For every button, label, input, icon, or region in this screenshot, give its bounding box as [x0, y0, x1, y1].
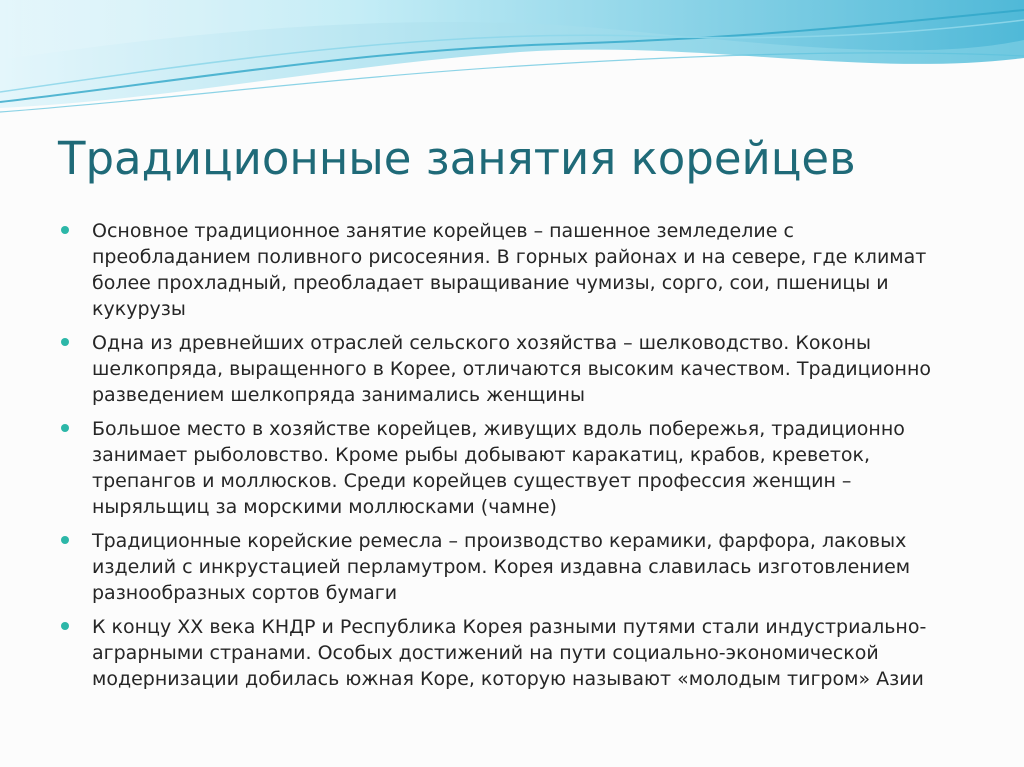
bullet-text: К концу XX века КНДР и Республика Корея разными путями стали индустриально-аграрными странами. Особых достижений на пути социально-экономической модернизации добилась южная Коре, которую называют «молодым тигром» Азии	[92, 616, 927, 690]
bullet-dot-icon	[61, 424, 69, 432]
bullet-item	[58, 330, 958, 408]
bullet-item	[58, 416, 958, 520]
bullet-item	[58, 528, 958, 606]
bullet-dot-icon	[61, 338, 69, 346]
bullet-dot-icon	[61, 622, 69, 630]
bullet-item	[58, 218, 958, 322]
bullet-text: Одна из древнейших отраслей сельского хозяйства – шелководство. Коконы шелкопряда, выращенного в Корее, отличаются высоким качеством. Традиционно разведением шелкопряда занимались женщины	[92, 332, 932, 406]
bullet-dot-icon	[61, 536, 69, 544]
bullet-item	[58, 614, 958, 692]
bullet-text: Большое место в хозяйстве корейцев, живущих вдоль побережья, традиционно занимает рыболовство. Кроме рыбы добывают каракатиц, крабов, креветок, трепангов и моллюсков. Среди корейцев существует профессия женщин – ныряльщиц за морскими моллюсками (чамне)	[92, 418, 905, 518]
bullet-text: Традиционные корейские ремесла – производство керамики, фарфора, лаковых изделий с инкрустацией перламутром. Корея издавна славилась изготовлением разнообразных сортов бумаги	[92, 530, 911, 604]
bullet-text: Основное традиционное занятие корейцев – пашенное земледелие с преобладанием поливного рисосеяния. В горных районах и на севере, где климат более прохладный, преобладает выращивание чумизы, сорго, сои, пшеницы и кукурузы	[92, 220, 927, 320]
decorative-wave-header	[0, 0, 1024, 120]
bullet-list	[58, 218, 958, 700]
slide-title: Традиционные занятия корейцев	[58, 132, 856, 185]
bullet-dot-icon	[61, 226, 69, 234]
